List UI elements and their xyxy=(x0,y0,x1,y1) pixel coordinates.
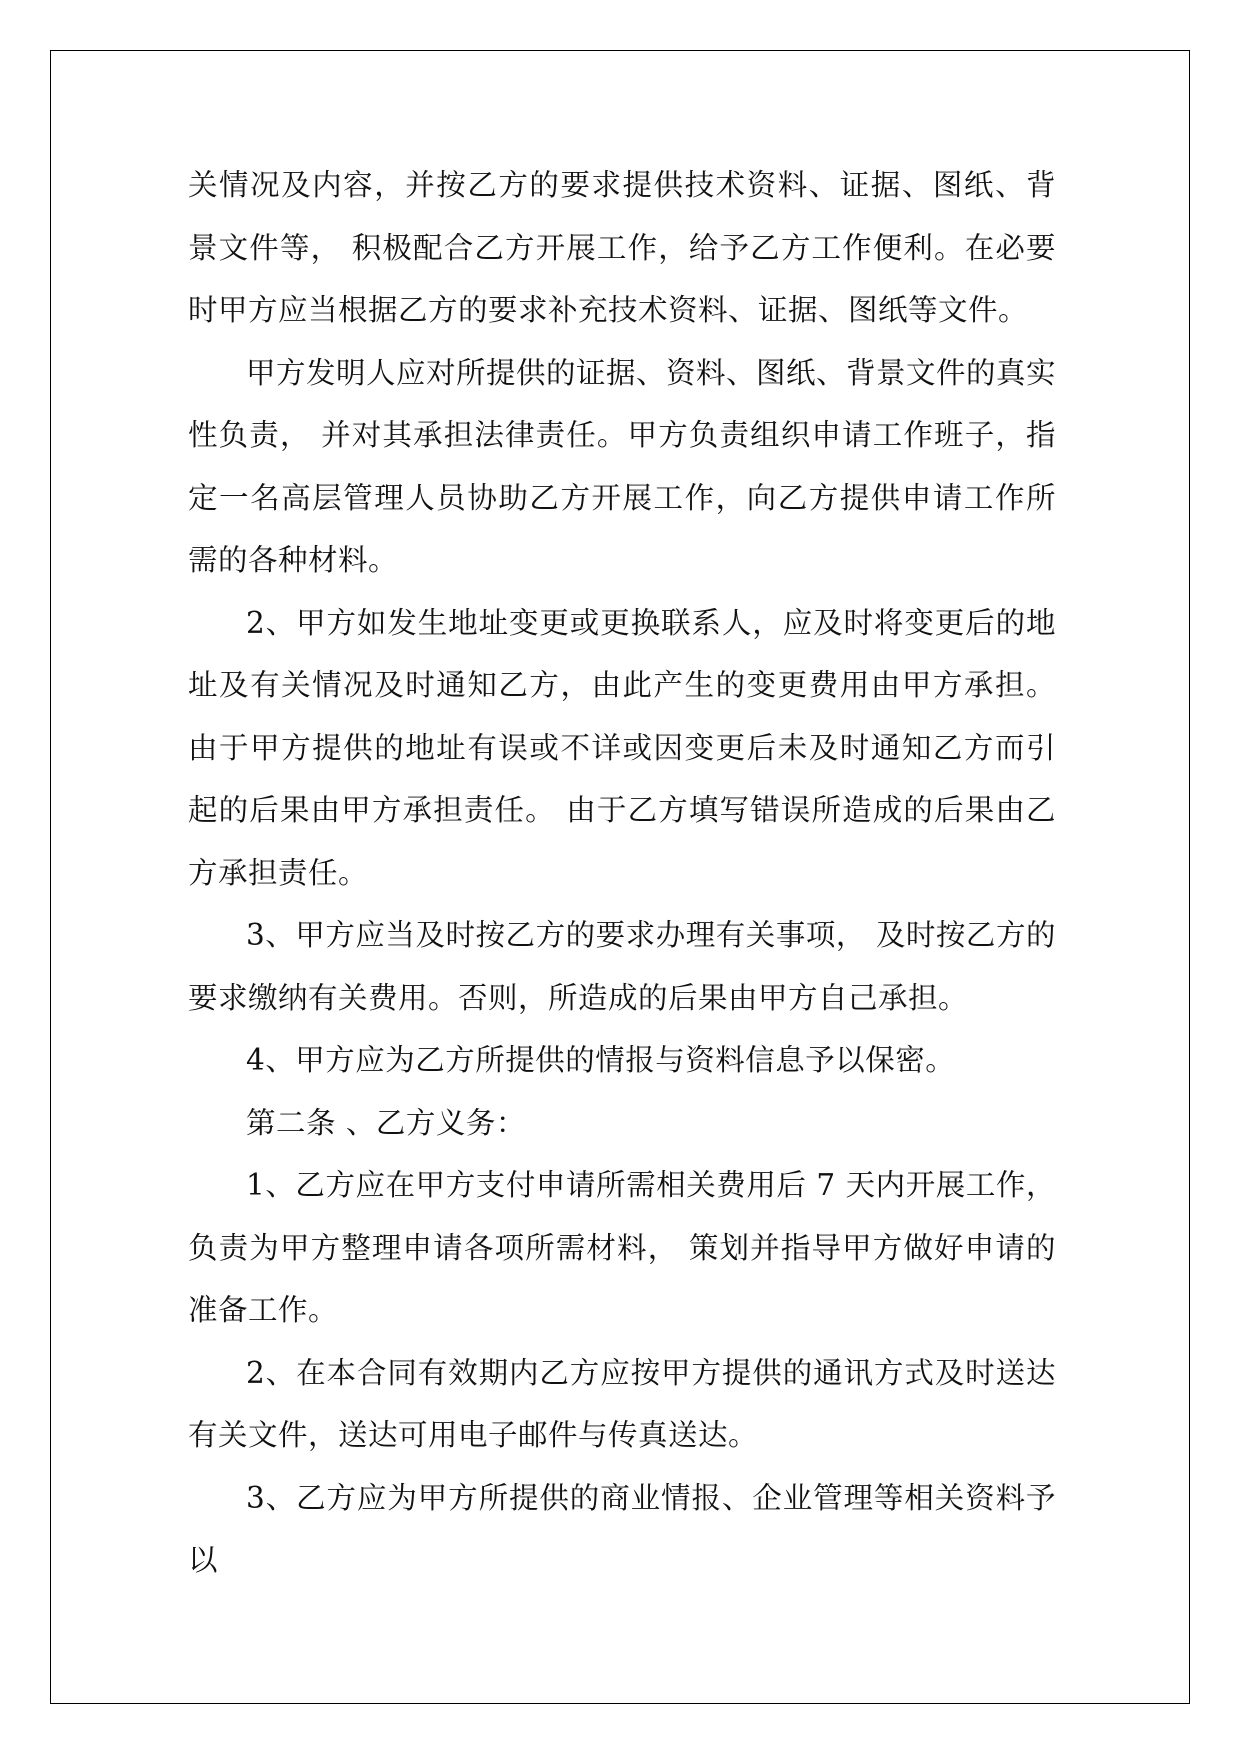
paragraph-6: 1、乙方应在甲方支付申请所需相关费用后 7 天内开展工作，负责为甲方整理申请各项所需材料， 策划并指导甲方做好申请的准备工作。 xyxy=(188,1168,1056,1327)
paragraph-4: 3、甲方应当及时按乙方的要求办理有关事项， 及时按乙方的要求缴纳有关费用。否则，所造成的后果由甲方自己承担。 xyxy=(188,918,1056,1015)
paragraph-2: 甲方发明人应对所提供的证据、资料、图纸、背景文件的真实性负责， 并对其承担法律责任。甲方负责组织申请工作班子，指定一名高层管理人员协助乙方开展工作，向乙方提供申请工作所需的各种材料。 xyxy=(188,355,1057,577)
paragraph-7: 2、在本合同有效期内乙方应按甲方提供的通讯方式及时送达有关文件，送达可用电子邮件与传真送达。 xyxy=(188,1355,1056,1452)
section-heading-article-2: 第二条 、乙方义务： xyxy=(246,1105,526,1140)
paragraph-3: 2、甲方如发生地址变更或更换联系人，应及时将变更后的地址及有关情况及时通知乙方，由此产生的变更费用由甲方承担。 由于甲方提供的地址有误或不详或因变更后未及时通知乙方而引起的后果由甲方承担责任。 由于乙方填写错误所造成的后果由乙方承担责任。 xyxy=(188,605,1056,890)
document-body xyxy=(188,154,1056,1592)
paragraph-5: 4、甲方应为乙方所提供的情报与资料信息予以保密。 xyxy=(246,1043,956,1077)
paragraph-1: 关情况及内容，并按乙方的要求提供技术资料、证据、图纸、背景文件等， 积极配合乙方开展工作，给予乙方工作便利。在必要时甲方应当根据乙方的要求补充技术资料、证据、图纸等文件。 xyxy=(188,168,1056,327)
paragraph-8: 3、乙方应为甲方所提供的商业情报、企业管理等相关资料予以 xyxy=(188,1480,1056,1577)
